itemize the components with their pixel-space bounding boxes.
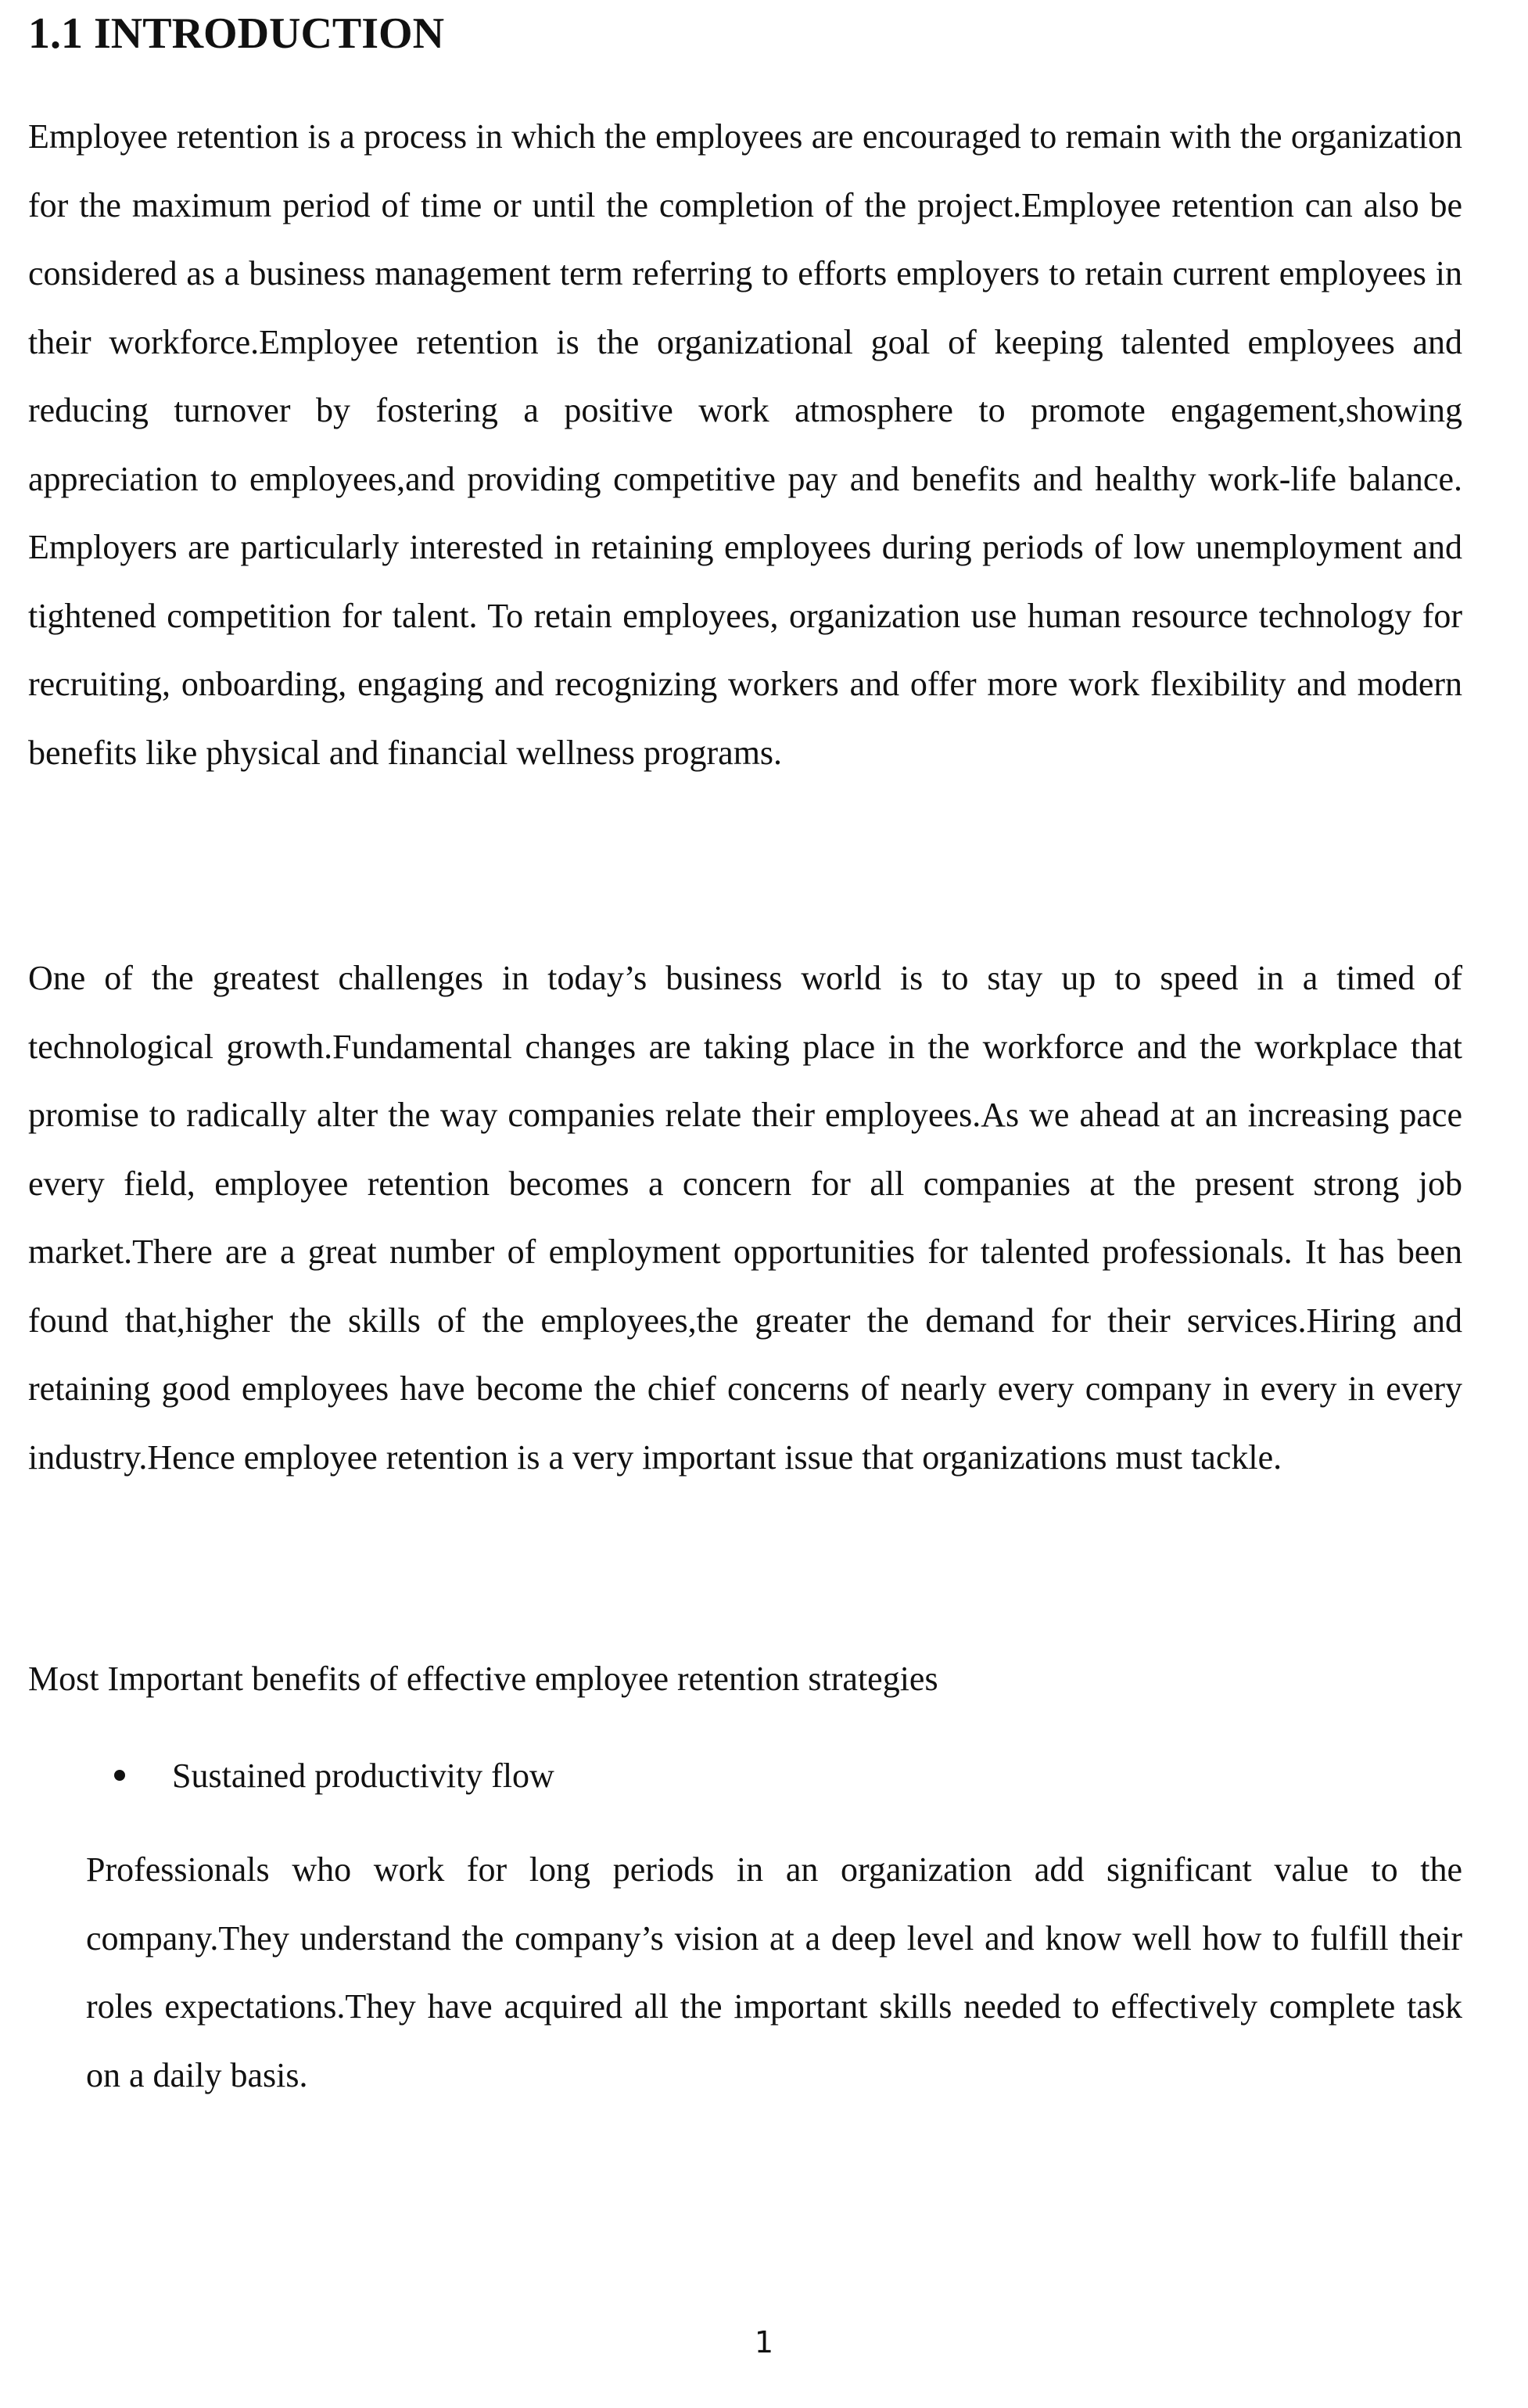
bullet-label: Sustained productivity flow [172, 1757, 554, 1795]
intro-paragraph-2: One of the greatest challenges in today’s business world is to stay up to speed in a timed of technological growth.Fundamental changes are taking place in the workforce and the workplace that promise to radically alter the way companies relate their employees.As we ahead at an increasing pace every field, employee retention becomes a concern for all companies at the present strong job market.There are a great number of employment opportunities for talented professionals. It has been found that,higher the skills of the employees,the greater the demand for their services.Hiring and retaining good employees have become the chief concerns of nearly every company in every in every industry.Hence employee retention is a very important issue that organizations must tackle. [28, 959, 1462, 1477]
bullet-description: Professionals who work for long periods in an organization add significant value to the company.They understand the company’s vision at a deep level and know well how to fulfill their roles expectations.They have acquired all the important skills needed to effectively complete task on a daily basis. [86, 1850, 1462, 2094]
benefits-list-intro: Most Important benefits of effective employee retention strategies [28, 1660, 938, 1698]
bullet-dot-icon [114, 1770, 125, 1781]
section-heading: 1.1 INTRODUCTION [28, 9, 445, 58]
intro-paragraph-1: Employee retention is a process in which the employees are encouraged to remain with the organization for the maximum period of time or until the completion of the project.Employee retention can also be considered as a business management term referring to efforts employers to retain current employees in their workforce.Employee retention is the organizational goal of keeping talented employees and reducing turnover by fostering a positive work atmosphere to promote engagement,showing appreciation to employees,and providing competitive pay and benefits and healthy work-life balance. Employers are particularly interested in retaining employees during periods of low unemployment and tightened competition for talent. To retain employees, organization use human resource technology for recruiting, onboarding, engaging and recognizing workers and offer more work flexibility and modern benefits like physical and financial wellness programs. [28, 117, 1462, 772]
page-number: 1 [754, 2325, 774, 2360]
